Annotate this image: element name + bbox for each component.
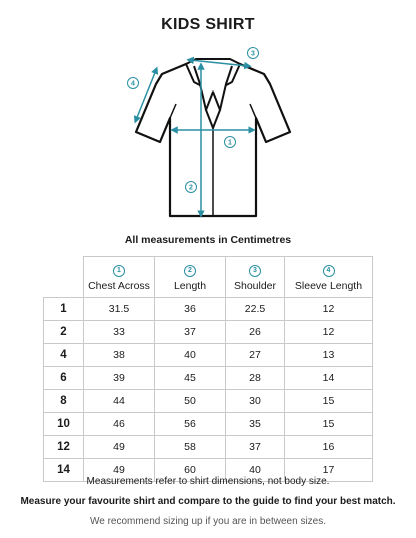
value-cell: 38 (84, 344, 155, 367)
table-row (44, 390, 373, 413)
header-sleeve-length (285, 257, 373, 298)
value-cell: 49 (84, 436, 155, 459)
value-cell: 45 (155, 367, 226, 390)
value-cell: 37 (155, 321, 226, 344)
number-3-icon: 3 (249, 265, 261, 277)
header-shoulder (226, 257, 285, 298)
value-cell: 12 (285, 298, 373, 321)
value-cell: 40 (155, 344, 226, 367)
value-cell: 28 (226, 367, 285, 390)
page-title: KIDS SHIRT (161, 16, 255, 33)
measurement-unit-note: All measurements in Centimetres (124, 234, 292, 246)
table-header-row (44, 257, 373, 298)
table-row (44, 321, 373, 344)
sizing-advice-note: We recommend sizing up if you are in between sizes. (89, 516, 327, 527)
table-row (44, 436, 373, 459)
marker-3 (248, 48, 259, 59)
value-cell: 49 (84, 459, 155, 482)
svg-text:4: 4 (131, 80, 135, 88)
value-cell: 13 (285, 344, 373, 367)
table-row (44, 413, 373, 436)
size-chart-table (43, 256, 373, 482)
svg-text:1: 1 (228, 139, 232, 147)
value-cell: 31.5 (84, 298, 155, 321)
value-cell: 27 (226, 344, 285, 367)
value-cell: 14 (285, 367, 373, 390)
value-cell: 37 (226, 436, 285, 459)
header-chest-across (84, 257, 155, 298)
value-cell: 56 (155, 413, 226, 436)
value-cell: 36 (155, 298, 226, 321)
size-cell: 1 (44, 298, 84, 321)
header-corner (44, 257, 84, 298)
value-cell: 22.5 (226, 298, 285, 321)
value-cell: 58 (155, 436, 226, 459)
size-cell: 14 (44, 459, 84, 482)
marker-1 (225, 137, 236, 148)
value-cell: 12 (285, 321, 373, 344)
header-label: Sleeve Length (294, 279, 363, 292)
header-label: Length (173, 279, 207, 292)
size-cell: 2 (44, 321, 84, 344)
value-cell: 17 (285, 459, 373, 482)
value-cell: 44 (84, 390, 155, 413)
svg-text:2: 2 (189, 184, 193, 192)
size-cell: 8 (44, 390, 84, 413)
shirt-diagram (120, 44, 300, 222)
number-1-icon: 1 (113, 265, 125, 277)
value-cell: 33 (84, 321, 155, 344)
measure-guide-note: Measure your favourite shirt and compare to the guide to find your best match. (20, 496, 396, 507)
value-cell: 16 (285, 436, 373, 459)
svg-text:3: 3 (251, 50, 255, 58)
value-cell: 40 (226, 459, 285, 482)
value-cell: 30 (226, 390, 285, 413)
header-length (155, 257, 226, 298)
value-cell: 50 (155, 390, 226, 413)
table-row (44, 298, 373, 321)
size-cell: 10 (44, 413, 84, 436)
header-label: Shoulder (233, 279, 277, 292)
value-cell: 15 (285, 413, 373, 436)
marker-4 (128, 78, 139, 89)
number-4-icon: 4 (323, 265, 335, 277)
value-cell: 39 (84, 367, 155, 390)
size-cell: 4 (44, 344, 84, 367)
value-cell: 26 (226, 321, 285, 344)
header-label: Chest Across (88, 279, 150, 292)
size-cell: 6 (44, 367, 84, 390)
marker-2 (186, 182, 197, 193)
table-row (44, 367, 373, 390)
body-size-note: Measurements refer to shirt dimensions, not body size. (86, 476, 330, 487)
number-2-icon: 2 (184, 265, 196, 277)
value-cell: 35 (226, 413, 285, 436)
table-row (44, 344, 373, 367)
value-cell: 15 (285, 390, 373, 413)
value-cell: 60 (155, 459, 226, 482)
value-cell: 46 (84, 413, 155, 436)
size-cell: 12 (44, 436, 84, 459)
